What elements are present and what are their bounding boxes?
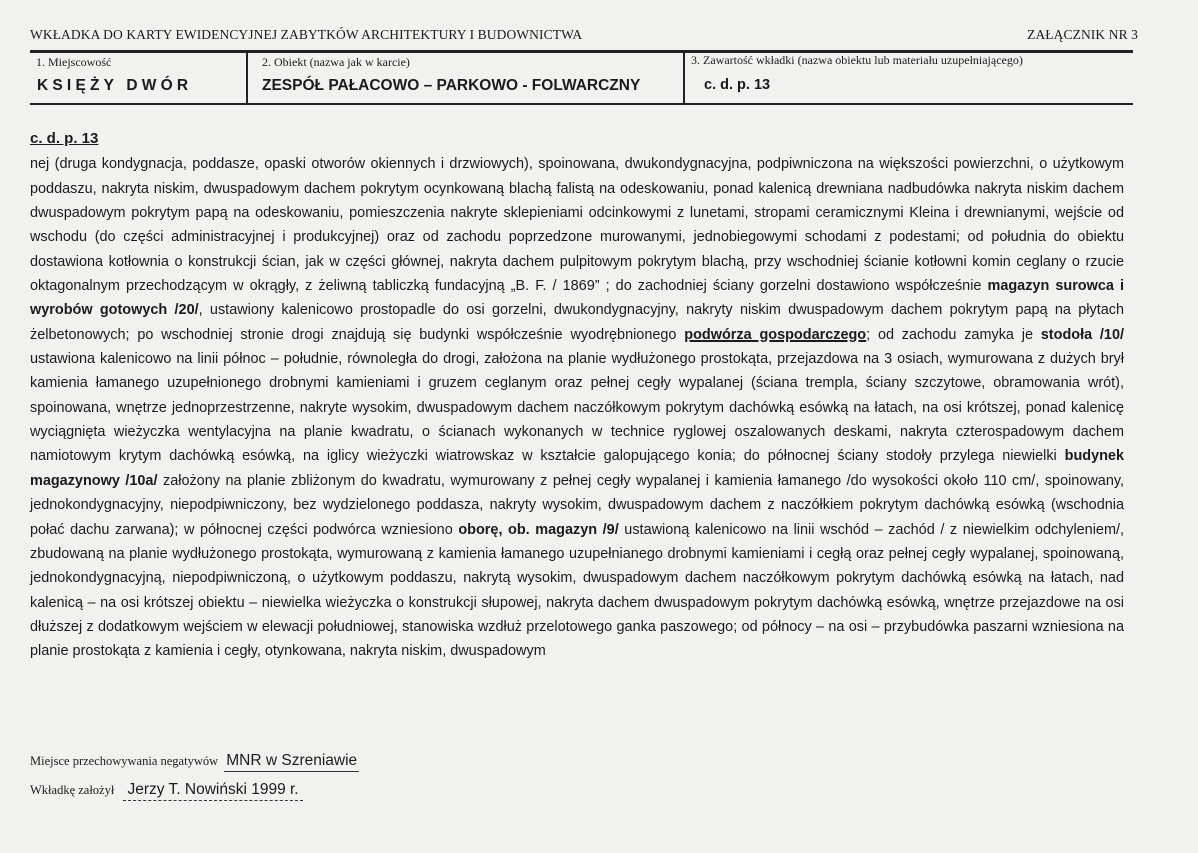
locality-value: KSIĘŻY DWÓR — [37, 77, 193, 94]
text-segment: ustawiona kalenicowo na linii północ – południe, równoległa do drogi, założona na planie wydłużonego prostokąta, przejazdowa na 3 osiach, wymurowana z dużych brył kamienia łamanego uzupełnionego drobnymi kamieniami i gruzem ceglanym oraz pełnej cegły wypalanej (ściana trempla, ściany szczytowe, obramowania wrót), spoinowana, wnętrze jednoprzestrzenne, nakryte wysokim, dwuspadowym dachem naczółkowym pokrytym dachówką esówką na łatach, na osi krótszej, ponad kalenicę wyciągnięta wieżyczka wentylacyjna na planie kwadratu, o ścianach wykonanych w technice ryglowej oszalowanych deskami, nakryta czterospadowym dachem namiotowym krytym dachówką esówką, na iglicy wieżyczki wiatrowskaz w kształcie galopującego konia; do północnej ściany stodoły przylega niewielki — [30, 351, 1124, 465]
annex-label: ZAŁĄCZNIK NR 3 — [1027, 27, 1138, 42]
document-body — [30, 127, 1124, 664]
author-value: Jerzy T. Nowiński 1999 r. — [123, 781, 302, 801]
text-segment: , ustawiony kalenicowo prostopadle do osi gorzelni, dwukondygnacyjny, nakryty niskim dwuspadowym dachem pokrytym papą na płytach żelbetonowych; po wschodniej stronie drogi znajdują się budynki współcześnie wyodrębnionego — [30, 302, 1124, 343]
description-paragraph — [30, 152, 1124, 663]
header-title-row — [30, 27, 1138, 43]
building-stodola-10: stodoła /10/ — [1040, 326, 1124, 343]
content-label: 3. Zawartość wkładki (nazwa obiektu lub materiału uzupełniającego) — [691, 53, 1023, 67]
text-segment: ; od zachodu zamyka je — [866, 326, 1041, 343]
continuation-heading: c. d. p. 13 — [30, 130, 99, 147]
column-divider-1 — [246, 52, 248, 105]
locality-label: 1. Miejscowość — [36, 55, 112, 69]
object-value: ZESPÓŁ PAŁACOWO – PARKOWO - FOLWARCZNY — [262, 77, 641, 94]
author-row — [30, 781, 303, 801]
text-segment: nej (druga kondygnacja, poddasze, opaski otworów okiennych i drzwiowych), spoinowana, dwukondygnacyjna, podpiwniczona na większości powierzchni, o użytkowym poddaszu, nakryta niskim, dwuspadowym dachem pokrytym ocynkowaną blachą falistą na odeskowaniu, ponad kalenicą drewniana nadbudówka nakryta niskim dachem dwuspadowym pokrytym papą na odeskowaniu, pomieszczenia nakryte sklepieniami odcinkowymi z lunetami, stropami ceramicznymi Kleina i drewnianymi, wejście od wschodu (do części administracyjnej i produkcyjnej) oraz od zachodu poprzedzone murowanymi, jednobiegowymi schodami z podestami; od południa do obiektu dostawiona kotłownia o konstrukcji ścian, jak w części głównej, nakryta dachem pulpitowym pokrytym blachą, przy wschodniej ścianie kotłowni komin ceglany o rzucie oktagonalnym przechodzącym w okrągły, z żeliwną tabliczką fundacyjną „B. F. / 1869” ; do zachodniej ściany gorzelni dostawiono współcześnie — [30, 156, 1124, 295]
header-title: WKŁADKA DO KARTY EWIDENCYJNEJ ZABYTKÓW ARCHITEKTURY I BUDOWNICTWA — [30, 27, 583, 42]
negatives-label: Miejsce przechowywania negatywów — [30, 754, 219, 768]
content-value: c. d. p. 13 — [704, 77, 771, 93]
header-bottom-rule — [30, 103, 1133, 105]
negatives-value: MNR w Szreniawie — [224, 752, 359, 772]
author-label: Wkładkę założył — [30, 783, 115, 797]
podworze-gospodarcze: podwórza gospodarczego — [684, 326, 867, 343]
text-segment: założony na planie zbliżonym do kwadratu, wymurowany z pełnej cegły wypalanej i kamienia łamanego /do wysokości około 110 cm/, spoinowany, jednokondygnacyjny, niepodpiwniczony, bez wydzielonego poddasza, nakryty wysokim, dwuspadowym dachem z naczółkiem pokrytym dachówką esówką (wschodnia połać dachu zarwana); w północnej części podwórca wzniesiono — [30, 472, 1125, 538]
building-magazyn-10a: budynek magazynowy /10a/ — [30, 448, 1124, 489]
building-obora-9: oborę, ob. magazyn /9/ — [458, 521, 619, 538]
object-label: 2. Obiekt (nazwa jak w karcie) — [262, 55, 410, 69]
negatives-row — [30, 752, 359, 772]
building-magazyn-20: magazyn surowca i wyrobów gotowych /20/ — [30, 278, 1124, 319]
column-divider-2 — [683, 52, 685, 105]
text-segment: ustawioną kalenicowo na linii wschód – zachód / z niewielkim odchyleniem/, zbudowaną na planie wydłużonego prostokąta, wymurowaną z kamienia łamanego uzupełnianego drobnymi kamieniami i cegłą oraz pełnej cegły wypalanej, spoinowaną, jednokondygnacyjną, niepodpiwniczoną, o użytkowym poddaszu, nakrytą wysokim, dwuspadowym dachem naczółkowym pokrytym dachówką esówką na łatach, nad kalenicą – na osi krótszej obiektu – niewielka wieżyczka o konstrukcji słupowej, nakryta dachem dwuspadowym pokrytym dachówką esówką, wnętrze przejazdowe na osi dłuższej z dodatkowym wejściem w elewacji południowej, stanowiska wzdłuż przelotowego ganka paszowego; od północy – na osi – przybudówka paszarni wzniesiona na planie prostokąta z kamienia i cegły, otynkowana, nakryta niskim, dwuspadowym — [30, 521, 1124, 660]
